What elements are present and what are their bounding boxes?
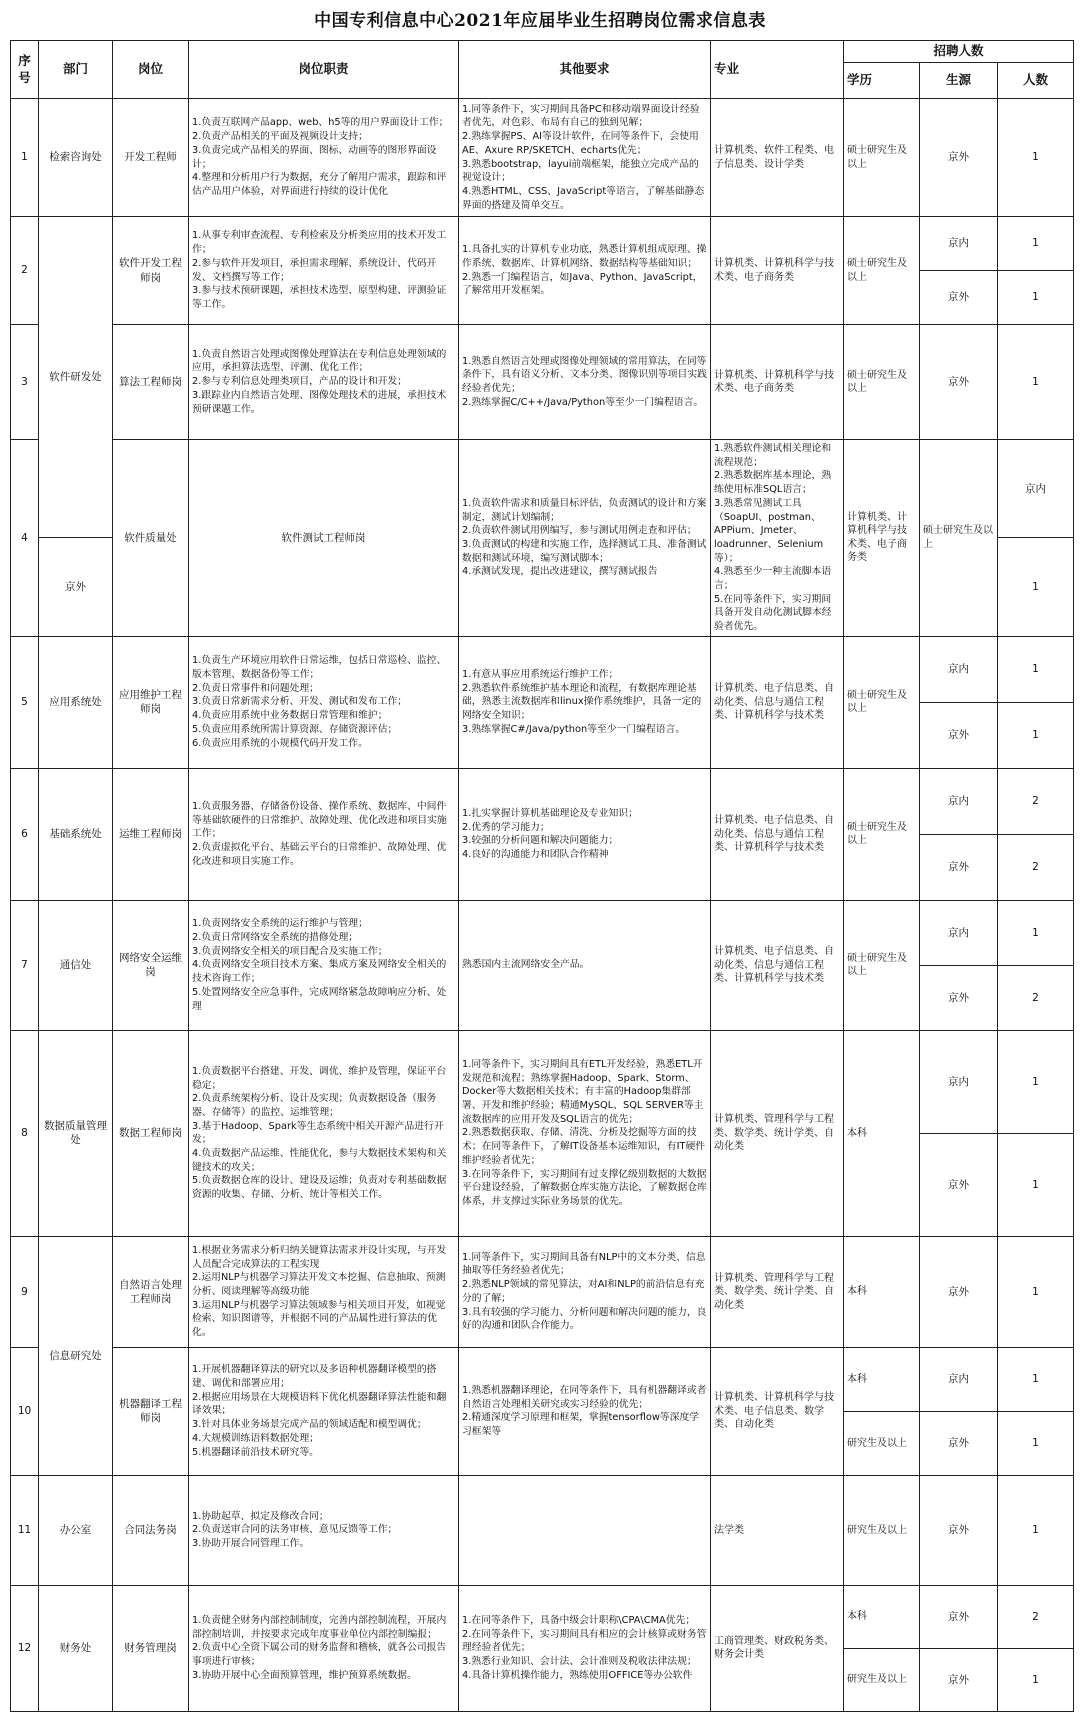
- row-count: 1: [998, 1347, 1074, 1411]
- row-count: 1: [998, 1411, 1074, 1475]
- row-source: 京内: [920, 217, 998, 271]
- header-duty: 岗位职责: [189, 41, 459, 99]
- row-req: 1.熟悉机器翻译理论，在同等条件下，具有机器翻译或者自然语言处理相关研究或实习经验的优先； 2.精通深度学习原理和框架，掌握tensorflow等深度学习框架等: [459, 1347, 711, 1475]
- row-edu: 硕士研究生及以上: [844, 636, 920, 768]
- page-title: 中国专利信息中心2021年应届毕业生招聘岗位需求信息表: [314, 11, 766, 31]
- row-seq: 9: [11, 1236, 39, 1347]
- row-source: 京内: [920, 900, 998, 965]
- header-dept: 部门: [39, 41, 113, 99]
- row-edu: 硕士研究生及以上: [844, 325, 920, 440]
- row-seq: 1: [11, 99, 39, 217]
- row-count: 1: [998, 636, 1074, 702]
- row-req: 1.同等条件下，实习期间具有ETL开发经验，熟悉ETL开发规范和流程；熟练掌握Hadoop、Spark、Storm、Docker等大数据相关技术；有丰富的Hadoop集群部署、开发和维护经验；精通MySQL、SQL SERVER等主流数据库的应用开发及SQL语言的优先； 2.熟悉数据获取、存储、清洗、分析及挖掘等方面的技术；在同等条件下，了解IT设备基本运维知识，有IT硬件维护经验者优先； 3.在同等条件下，实习期间有过支撑亿级别数据的大数据平台建设经验，了解数据仓库实施方法论，了解数据仓库体系，并支撑过实际业务场景的优先。: [459, 1030, 711, 1236]
- row-count: 1: [998, 702, 1074, 768]
- row-count: 1: [998, 1030, 1074, 1133]
- row-major: 计算机类、管理科学与工程类、数学类、统计学类、自动化类: [711, 1030, 844, 1236]
- table-row: [11, 1236, 1074, 1347]
- row-count: 2: [998, 965, 1074, 1030]
- row-count: 2: [998, 834, 1074, 900]
- row-edu: 研究生及以上: [844, 1648, 920, 1711]
- row-major: 工商管理类、财政税务类、财务会计类: [711, 1585, 844, 1711]
- row-post: 自然语言处理工程师岗: [113, 1236, 189, 1347]
- table-row: [11, 217, 1074, 271]
- row-major: 法学类: [711, 1475, 844, 1585]
- row-edu: 硕士研究生及以上: [844, 217, 920, 325]
- row-source: 京外: [920, 1236, 998, 1347]
- row-edu: 硕士研究生及以上: [844, 768, 920, 900]
- table-row: [11, 768, 1074, 834]
- row-edu: 本科: [844, 1236, 920, 1347]
- row-count: 1: [998, 1133, 1074, 1236]
- row-major: 计算机类、软件工程类、电子信息类、设计学类: [711, 99, 844, 217]
- row-dept: 办公室: [39, 1475, 113, 1585]
- row-major: 计算机类、管理科学与工程类、数学类、统计学类、自动化类: [711, 1236, 844, 1347]
- table-row: [11, 1030, 1074, 1133]
- row-dept: 软件质量处: [113, 440, 189, 637]
- row-count: 1: [998, 99, 1074, 217]
- row-duty: 1.负责服务器、存储备份设备、操作系统、数据库、中间件等基础软硬件的日常维护、故障处理、优化改进和项目实施工作； 2.负责虚拟化平台、基础云平台的日常维护、故障处理、优化改进和项目实施工作。: [189, 768, 459, 900]
- table-row: [11, 1347, 1074, 1411]
- row-major: 计算机类、电子信息类、自动化类、信息与通信工程类、计算机科学与技术类: [711, 636, 844, 768]
- row-source: 京外: [920, 834, 998, 900]
- row-count: 1: [998, 900, 1074, 965]
- row-post: 财务管理岗: [113, 1585, 189, 1711]
- row-source: 京内: [920, 636, 998, 702]
- row-count: 2: [998, 1585, 1074, 1648]
- row-dept: 基础系统处: [39, 768, 113, 900]
- row-major: 计算机类、计算机科学与技术类、电子商务类: [711, 325, 844, 440]
- row-source: 京内: [998, 440, 1074, 538]
- header-seq: 序号: [11, 41, 39, 99]
- row-req: 1.熟悉软件测试相关理论和流程规范； 2.熟悉数据库基本理论，熟练使用标准SQL语言； 3.熟悉常见测试工具（SoapUI、postman、APPium、Jmeter、loadrunner、Selenium等）； 4.熟悉至少一种主流脚本语言； 5.在同等条件下，实习期间具备开发自动化测试脚本经验者优先。: [711, 440, 844, 637]
- row-duty: 1.负责生产环境应用软件日常运维，包括日常巡检、监控、版本管理、数据备份等工作； 2.负责日常事件和问题处理； 3.负责日常新需求分析、开发、测试和发布工作； 4.负责应用系统中业务数据日常管理和维护； 5.负责应用系统所需计算资源、存储资源评估； 6.负责应用系统的小规模代码开发工作。: [189, 636, 459, 768]
- row-seq: 8: [11, 1030, 39, 1236]
- row-source: 京外: [920, 1475, 998, 1585]
- row-duty: 1.负责软件需求和质量目标评估，负责测试的设计和方案制定，测试计划编制； 2.负责软件测试用例编写，参与测试用例走查和评估； 3.负责测试的构建和实施工作，选择测试工具、准备测试数据和测试环境，编写测试脚本； 4.承测试发现，提出改进建议，撰写测试报告: [459, 440, 711, 637]
- row-dept: 软件研发处: [39, 217, 113, 538]
- header-major: 专业: [711, 41, 844, 99]
- row-post: 机器翻译工程师岗: [113, 1347, 189, 1475]
- row-req: 熟悉国内主流网络安全产品。: [459, 900, 711, 1030]
- header-post: 岗位: [113, 41, 189, 99]
- row-seq: 11: [11, 1475, 39, 1585]
- table-row: [11, 440, 1074, 538]
- header-edu: 学历: [844, 63, 920, 99]
- row-req: 1.同等条件下，实习期间具备有NLP中的文本分类、信息抽取等任务经验者优先； 2.熟悉NLP领域的常见算法，对AI和NLP的前沿信息有充分的了解； 3.具有较强的学习能力、分析问题和解决问题的能力，良好的沟通和团队合作能力。: [459, 1236, 711, 1347]
- row-edu: 硕士研究生及以上: [920, 440, 998, 637]
- row-duty: 1.负责数据平台搭建、开发、调优、维护及管理，保证平台稳定； 2.负责系统架构分析、设计及实现；负责数据设备（服务器、存储等）的监控、运维管理； 3.基于Hadoop、Spark等生态系统中相关开源产品进行开发； 4.负责数据产品运维、性能优化，参与大数据技术架构和关键技术的攻关； 5.负责数据仓库的设计、建设及运维；负责对专利基础数据资源的收集、存储、分析、统计等相关工作。: [189, 1030, 459, 1236]
- header-row-1: [11, 41, 1074, 63]
- row-source: 京内: [920, 1030, 998, 1133]
- row-duty: 1.负责网络安全系统的运行维护与管理； 2.负责日常网络安全系统的措修处理； 3.负责网络安全相关的项目配合及实施工作； 4.负责网络安全项目技术方案、集成方案及网络安全相关的技术咨询工作； 5.处置网络安全应急事件，完成网络紧急故障响应分析、处理: [189, 900, 459, 1030]
- row-duty: 1.协助起草、拟定及修改合同； 2.负责送审合同的法务审核、意见反馈等工作； 3.协助开展合同管理工作。: [189, 1475, 459, 1585]
- row-post: 软件开发工程师岗: [113, 217, 189, 325]
- row-req: 1.扎实掌握计算机基础理论及专业知识； 2.优秀的学习能力； 3.较强的分析问题和解决问题能力； 4.良好的沟通能力和团队合作精神: [459, 768, 711, 900]
- row-post: 网络安全运维岗: [113, 900, 189, 1030]
- row-major: 计算机类、电子信息类、自动化类、信息与通信工程类、计算机科学与技术类: [711, 900, 844, 1030]
- row-seq: 3: [11, 325, 39, 440]
- row-post: 合同法务岗: [113, 1475, 189, 1585]
- row-dept: 财务处: [39, 1585, 113, 1711]
- row-count: 1: [998, 325, 1074, 440]
- table-row: [11, 325, 1074, 440]
- row-duty: 1.负责互联网产品app、web、h5等的用户界面设计工作； 2.负责产品相关的平面及视频设计支持； 3.负责完成产品相关的界面、图标、动画等的图形界面设计； 4.整理和分析用户行为数据，充分了解用户需求，跟踪和评估产品用户体验，对界面进行持续的设计优化: [189, 99, 459, 217]
- row-count: 1: [998, 217, 1074, 271]
- row-dept: 数据质量管理处: [39, 1030, 113, 1236]
- row-major: 计算机类、计算机科学与技术类、电子商务类: [711, 217, 844, 325]
- recruitment-table: [10, 40, 1074, 1712]
- row-post: 开发工程师: [113, 99, 189, 217]
- table-row: [11, 1585, 1074, 1648]
- row-count: 1: [998, 1236, 1074, 1347]
- row-edu: 本科: [844, 1030, 920, 1236]
- row-post: 应用维护工程师岗: [113, 636, 189, 768]
- row-post: 运维工程师岗: [113, 768, 189, 900]
- row-seq: 6: [11, 768, 39, 900]
- row-seq: 7: [11, 900, 39, 1030]
- header-req: 其他要求: [459, 41, 711, 99]
- row-duty: 1.开展机器翻译算法的研究以及多语种机器翻译模型的搭建、调优和部署应用； 2.根据应用场景在大规模语料下优化机器翻译算法性能和翻译效果； 3.针对具体业务场景完成产品的领域适配和模型调优； 4.大规模训练语料数据处理； 5.机器翻译前沿技术研究等。: [189, 1347, 459, 1475]
- row-source: 京内: [920, 768, 998, 834]
- row-edu: 研究生及以上: [844, 1411, 920, 1475]
- row-edu: 本科: [844, 1585, 920, 1648]
- row-post: 软件测试工程师岗: [189, 440, 459, 637]
- row-edu: 硕士研究生及以上: [844, 900, 920, 1030]
- row-dept: 信息研究处: [39, 1236, 113, 1475]
- row-req: 1.有意从事应用系统运行维护工作； 2.熟悉软件系统维护基本理论和流程，有数据库理论基础，熟悉主流数据库和linux操作系统维护，具备一定的网络安全知识； 3.熟练掌握C#/Java/python等至少一门编程语言。: [459, 636, 711, 768]
- row-source: 京外: [920, 325, 998, 440]
- row-seq: 10: [11, 1347, 39, 1475]
- row-seq: 4: [11, 440, 39, 637]
- row-source: 京外: [920, 1648, 998, 1711]
- row-source: 京外: [920, 1585, 998, 1648]
- row-duty: 1.负责自然语言处理或图像处理算法在专利信息处理领域的应用，承担算法选型、评测、优化工作； 2.参与专利信息处理类项目，产品的设计和开发； 3.跟踪业内自然语言处理、图像处理技术的进展，承担技术预研课题工作。: [189, 325, 459, 440]
- table-row: [11, 1475, 1074, 1585]
- row-source: 京外: [920, 702, 998, 768]
- header-source: 生源: [920, 63, 998, 99]
- row-seq: 2: [11, 217, 39, 325]
- row-req: 1.熟悉自然语言处理或图像处理领域的常用算法，在同等条件下，具有语义分析、文本分类、图像识别等项目实践经验者优先； 2.熟练掌握C/C++/Java/Python等至少一门编程语言。: [459, 325, 711, 440]
- row-dept: 应用系统处: [39, 636, 113, 768]
- row-source: 京外: [920, 99, 998, 217]
- row-source: 京外: [39, 538, 113, 636]
- row-count: 1: [998, 1475, 1074, 1585]
- row-major: 计算机类、计算机科学与技术类、电子商务类: [844, 440, 920, 637]
- row-dept: 通信处: [39, 900, 113, 1030]
- row-source: 京内: [920, 1347, 998, 1411]
- row-duty: 1.根据业务需求分析归纳关键算法需求并设计实现，与开发人员配合完成算法的工程实现 2.运用NLP与机器学习算法开发文本挖掘、信息抽取、预测分析、阅读理解等高级功能 3.运用NLP与机器学习算法领域参与相关项目开发，如视觉检索、知识图谱等，并根据不同的产品属性进行算法的优化。: [189, 1236, 459, 1347]
- row-count: 1: [998, 271, 1074, 325]
- row-req: [459, 1475, 711, 1585]
- row-count: 1: [998, 1648, 1074, 1711]
- row-req: 1.具备扎实的计算机专业功底，熟悉计算机组成原理、操作系统、数据库、计算机网络、数据结构等基础知识； 2.熟悉一门编程语言，如Java、Python、JavaScript，了解常用开发框架。: [459, 217, 711, 325]
- row-source: 京外: [920, 1411, 998, 1475]
- row-edu: 硕士研究生及以上: [844, 99, 920, 217]
- row-edu: 本科: [844, 1347, 920, 1411]
- row-source: 京外: [920, 271, 998, 325]
- row-seq: 12: [11, 1585, 39, 1711]
- header-count: 人数: [998, 63, 1074, 99]
- table-row: [11, 636, 1074, 702]
- table-row: [11, 900, 1074, 965]
- row-source: 京外: [920, 1133, 998, 1236]
- row-major: 计算机类、计算机科学与技术类、电子信息类、数学类、自动化类: [711, 1347, 844, 1475]
- row-post: 数据工程师岗: [113, 1030, 189, 1236]
- row-post: 算法工程师岗: [113, 325, 189, 440]
- row-count: 1: [998, 538, 1074, 636]
- row-duty: 1.从事专利审查流程、专利检索及分析类应用的技术开发工作； 2.参与软件开发项目，承担需求理解、系统设计、代码开发、文档撰写等工作； 3.参与技术预研课题，承担技术选型、原型构建、评测验证等工作。: [189, 217, 459, 325]
- header-recruit: 招聘人数: [844, 41, 1074, 63]
- row-req: 1.同等条件下，实习期间具备PC和移动端界面设计经验者优先，对色彩、布局有自己的独到见解； 2.熟练掌握PS、AI等设计软件，在同等条件下，会使用AE、Axure RP/SKETCH、echarts优先； 3.熟悉bootstrap，layui前端框架，能独立完成产品的视觉设计； 4.熟悉HTML、CSS、JavaScript等语言，了解基础静态界面的搭建及简单交互。: [459, 99, 711, 217]
- row-major: 计算机类、电子信息类、自动化类、信息与通信工程类、计算机科学与技术类: [711, 768, 844, 900]
- row-dept: 检索咨询处: [39, 99, 113, 217]
- row-req: 1.在同等条件下，具备中级会计职称\CPA\CMA优先； 2.在同等条件下，实习期间具有相应的会计核算或财务管理经验者优先； 3.熟悉行业知识、会计法、会计准则及税收法律法规； 4.具备计算机操作能力，熟练使用OFFICE等办公软件: [459, 1585, 711, 1711]
- row-source: 京外: [920, 965, 998, 1030]
- row-duty: 1.负责健全财务内部控制制度，完善内部控制流程，开展内部控制培训，并按要求完成年度事业单位内部控制编报； 2.负责中心全资下属公司的财务监督和稽核，就各公司报告事项进行审核； 3.协助开展中心全面预算管理，维护预算系统数据。: [189, 1585, 459, 1711]
- row-count: 2: [998, 768, 1074, 834]
- row-seq: 5: [11, 636, 39, 768]
- table-row: [11, 99, 1074, 217]
- row-edu: 研究生及以上: [844, 1475, 920, 1585]
